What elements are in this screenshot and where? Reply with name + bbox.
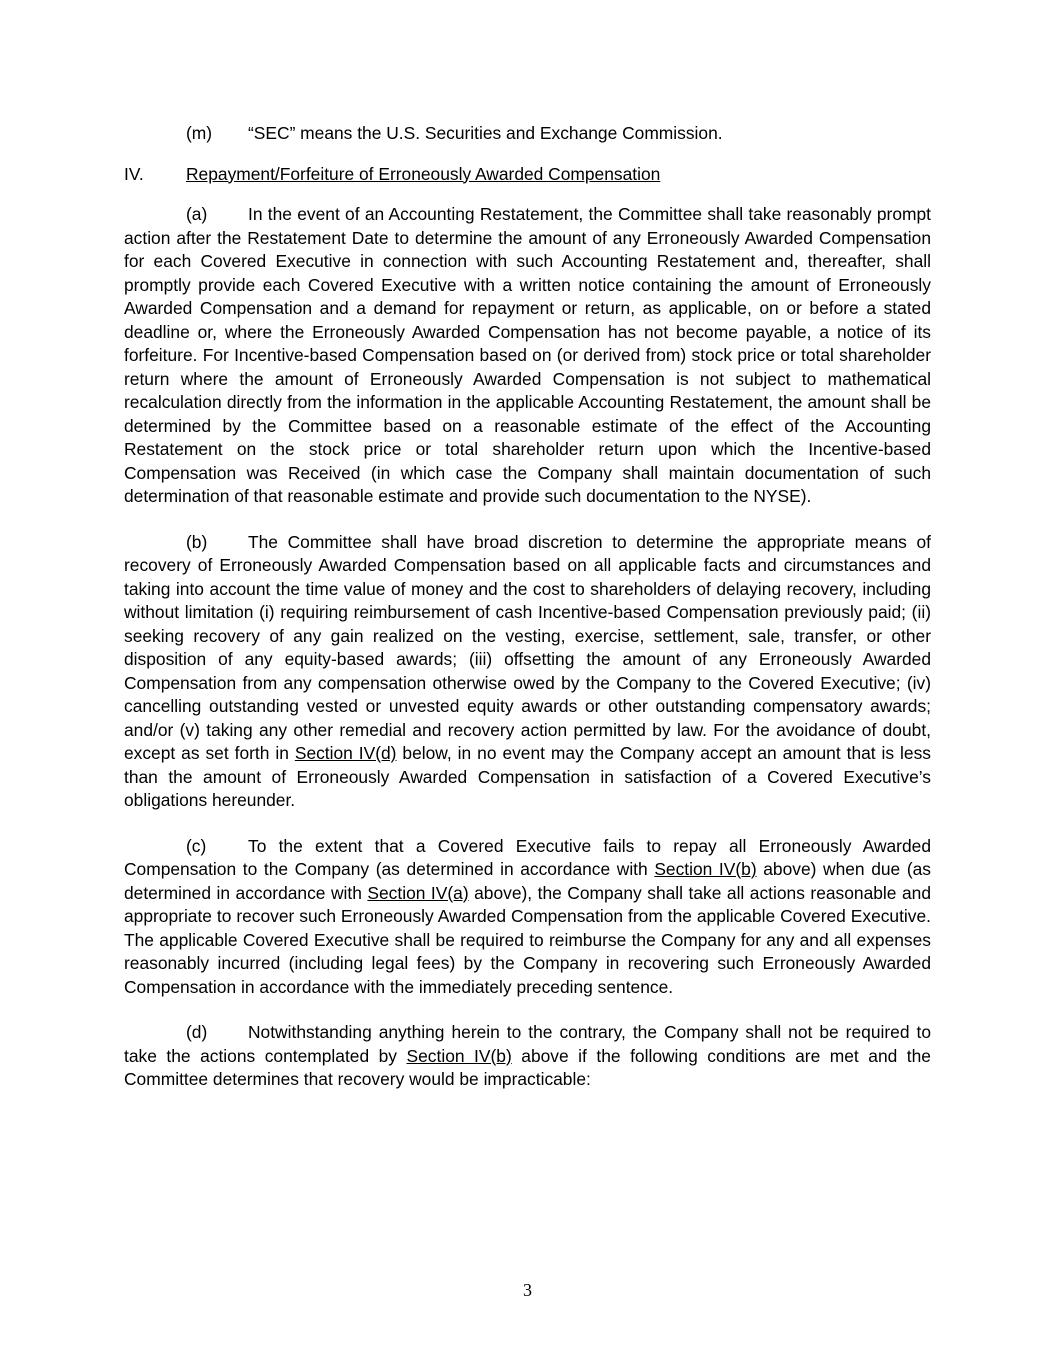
paragraph-b-label: (b) — [186, 531, 208, 552]
section-iv-b-link[interactable]: Section IV(b) — [654, 859, 757, 879]
paragraph-b — [124, 531, 931, 813]
paragraph-a — [124, 203, 931, 509]
paragraph-a-text: In the event of an Accounting Restatement, the Committee shall take reasonably prompt action after the Restatement Date to determine the amount of any Erroneously Awarded Compensation for each Covered Executive in connection with such Accounting Restatement and, thereafter, shall promptly provide each Covered Executive with a written notice containing the amount of Erroneously Awarded Compensation and a demand for repayment or return, as applicable, on or before a stated deadline or, where the Erroneously Awarded Compensation has not become payable, a notice of its forfeiture. For Incentive-based Compensation based on (or derived from) stock price or total shareholder return where the amount of Erroneously Awarded Compensation is not subject to mathematical recalculation directly from the information in the applicable Accounting Restatement, the amount shall be determined by the Committee based on a reasonable estimate of the effect of the Accounting Restatement on the stock price or total shareholder return upon which the Incentive-based Compensation was Received (in which case the Company shall maintain documentation of such determination of that reasonable estimate and provide such documentation to the NYSE). — [124, 204, 931, 506]
section-title: Repayment/Forfeiture of Erroneously Awarded Compensation — [186, 163, 661, 184]
quote-open: “ — [248, 123, 254, 143]
paragraph-d — [124, 1021, 931, 1092]
paragraph-a-label: (a) — [186, 204, 208, 224]
paragraph-b-text-1: The Committee shall have broad discretion to determine the appropriate means of recovery of Erroneously Awarded Compensation based on all applicable facts and circumstances and taking into account the time value of money and the cost to shareholders of delaying recovery, including without limitation (i) requiring reimbursement of cash Incentive-based Compensation previously paid; (ii) seeking recovery of any gain realized on the vesting, exercise, settlement, sale, transfer, or other disposition of any equity-based awards; (iii) offsetting the amount of any Erroneously Awarded Compensation from any compensation otherwise owed by the Company to the Covered Executive; (iv) cancelling outstanding vested or unvested equity awards or other outstanding compensatory awards; and/or (v) taking any other remedial and recovery action permitted by law. For the avoidance of doubt, except as set forth in — [124, 531, 931, 763]
definition-label: (m) — [186, 123, 213, 143]
section-heading — [124, 163, 931, 187]
page-number: 3 — [523, 1280, 532, 1300]
paragraph-b-text-2: below, in no event may the Company accept an amount that is less than the amount of Erroneously Awarded Compensation in satisfaction of a Covered Executive’s obligations hereunder. — [124, 743, 931, 810]
paragraph-c-text-3: above), the Company shall take all actions reasonable and appropriate to recover such Erroneously Awarded Compensation from the applicable Covered Executive. The applicable Covered Executive shall be required to reimburse the Company for any and all expenses reasonably incurred (including legal fees) by the Company in recovering such Erroneously Awarded Compensation in accordance with the immediately preceding sentence. — [124, 882, 931, 997]
paragraph-d-label: (d) — [186, 1022, 208, 1042]
paragraph-d-text-1: Notwithstanding anything herein to the contrary, the Company shall not be required to take the actions contemplated by — [124, 1022, 931, 1066]
definition-sec — [124, 122, 931, 146]
paragraph-c-label: (c) — [186, 835, 207, 856]
paragraph-c-text-1: To the extent that a Covered Executive fails to repay all Erroneously Awarded Compensation to the Company (as determined in accordance with — [124, 835, 931, 879]
defined-term: SEC — [253, 123, 290, 143]
document-body — [124, 122, 931, 1092]
paragraph-c — [124, 835, 931, 1000]
section-iv-d-link[interactable]: Section IV(d) — [294, 743, 397, 763]
definition-text: ” means the U.S. Securities and Exchange Commission. — [289, 123, 723, 143]
section-iv-a-link[interactable]: Section IV(a) — [367, 882, 469, 903]
section-iv-b-link-2[interactable]: Section IV(b) — [406, 1045, 512, 1066]
section-number: IV. — [124, 163, 144, 184]
paragraph-d-text-2: above if the following conditions are met and the Committee determines that recovery would be impracticable: — [124, 1045, 931, 1089]
paragraph-c-text-2: above) when due (as determined in accordance with — [124, 859, 932, 903]
